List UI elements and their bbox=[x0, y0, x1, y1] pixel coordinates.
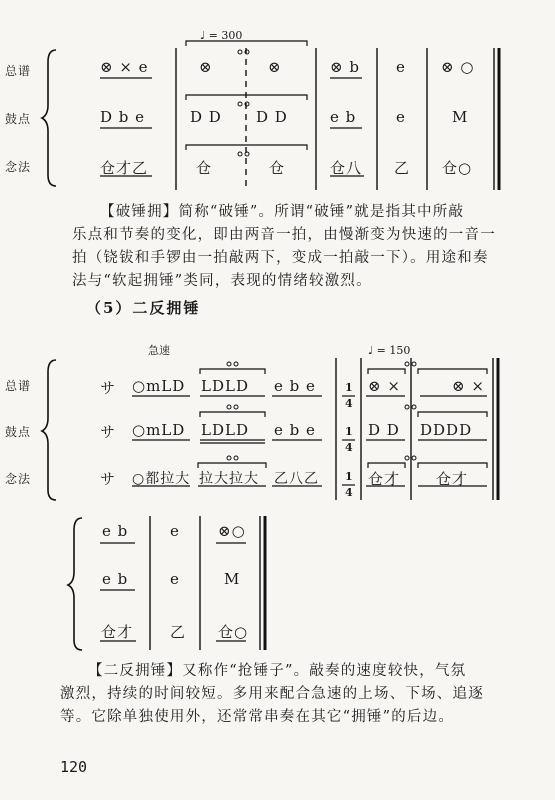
note-cell: e b e bbox=[274, 377, 316, 395]
tempo-mark-2: ♩ = 150 bbox=[368, 344, 411, 357]
note-cell: ⊗ × e bbox=[100, 58, 149, 76]
note-cell: 仓才乙 bbox=[100, 159, 149, 177]
note-cell: 仓才 bbox=[101, 623, 134, 641]
note-cell: サ bbox=[100, 379, 117, 397]
note-cell: 仓才 bbox=[368, 470, 401, 488]
note-cell: e bbox=[170, 570, 180, 588]
note-cell: 仓 bbox=[196, 159, 213, 177]
text-line: 乐点和节奏的变化，即由两音一拍，由慢渐变为快速的一音一 bbox=[72, 227, 496, 243]
text-line: 【破锤拥】简称“破锤”。所谓“破锤”就是指其中所敲 bbox=[100, 204, 465, 220]
note-cell: DDDD bbox=[420, 421, 473, 439]
note-cell: サ bbox=[100, 470, 117, 488]
note-cell: ○mLD bbox=[132, 421, 186, 439]
row-label-score: 总谱 bbox=[5, 379, 32, 393]
note-cell: LDLD bbox=[201, 421, 249, 439]
section-heading: （5）二反拥锤 bbox=[86, 299, 201, 317]
note-cell: e b bbox=[330, 108, 357, 126]
note-cell: e bbox=[170, 522, 180, 540]
note-cell: ⊗ bbox=[199, 58, 213, 76]
note-cell: 仓才 bbox=[436, 470, 469, 488]
time-sig-bottom: 4 bbox=[345, 441, 353, 454]
note-cell: 仓八 bbox=[330, 159, 363, 177]
row-label-chant: 念法 bbox=[5, 160, 32, 174]
note-cell: ⊗ × bbox=[368, 377, 401, 395]
note-cell: D D bbox=[256, 108, 288, 126]
text-line: 拍（铙钹和手锣由一拍敲两下，变成一拍敲一下）。用途和奏 bbox=[72, 250, 489, 266]
time-sig-bottom: 4 bbox=[345, 486, 353, 499]
note-cell: ⊗ bbox=[268, 58, 282, 76]
note-cell: ⊗ ○ bbox=[441, 58, 475, 76]
note-cell: M bbox=[224, 570, 241, 588]
note-cell: D b e bbox=[100, 108, 146, 126]
note-cell: e b bbox=[102, 522, 129, 540]
note-cell: ⊗ b bbox=[330, 58, 360, 76]
note-cell: 仓 bbox=[269, 159, 286, 177]
time-sig-top: 1 bbox=[345, 425, 353, 438]
note-cell: ○都拉大 bbox=[132, 471, 191, 487]
note-cell: ⊗○ bbox=[218, 522, 246, 540]
note-cell: e bbox=[396, 58, 406, 76]
note-cell: M bbox=[452, 108, 469, 126]
time-sig-top: 1 bbox=[345, 470, 353, 483]
note-cell: サ bbox=[100, 423, 117, 441]
row-label-drum: 鼓点 bbox=[5, 425, 32, 439]
tempo-mark-1: ♩ = 300 bbox=[200, 29, 243, 42]
note-cell: e bbox=[396, 108, 406, 126]
time-sig-bottom: 4 bbox=[345, 397, 353, 410]
text-line: 激烈，持续的时间较短。多用来配合急速的上场、下场、追逐 bbox=[60, 686, 484, 702]
text-line: 【二反拥锤】又称作“抢锤子”。敲奏的速度较快，气氛 bbox=[88, 663, 467, 679]
note-cell: ○mLD bbox=[132, 377, 186, 395]
text-line: 法与“软起拥锤”类同，表现的情绪较激烈。 bbox=[72, 273, 372, 289]
note-cell: 乙 bbox=[170, 623, 187, 641]
tempo-word: 急速 bbox=[148, 344, 170, 357]
note-cell: D D bbox=[368, 421, 400, 439]
note-cell: 拉大拉大 bbox=[199, 471, 259, 487]
note-cell: LDLD bbox=[201, 377, 249, 395]
note-cell: 乙八乙 bbox=[274, 471, 319, 487]
row-label-drum: 鼓点 bbox=[5, 112, 32, 126]
row-label-score: 总谱 bbox=[5, 64, 32, 78]
note-cell: 仓○ bbox=[442, 159, 473, 177]
note-cell: D D bbox=[190, 108, 222, 126]
page-number: 120 bbox=[60, 758, 88, 776]
note-cell: e b bbox=[102, 570, 129, 588]
note-cell: 仓○ bbox=[218, 623, 249, 641]
note-cell: 乙 bbox=[394, 159, 411, 177]
row-label-chant: 念法 bbox=[5, 472, 32, 486]
text-line: 等。它除单独使用外，还常常串奏在其它“拥锤”的后边。 bbox=[60, 709, 455, 725]
note-cell: ⊗ × bbox=[452, 377, 485, 395]
paragraph-2 bbox=[60, 660, 484, 729]
note-cell: e b e bbox=[274, 421, 316, 439]
time-sig-top: 1 bbox=[345, 381, 353, 394]
